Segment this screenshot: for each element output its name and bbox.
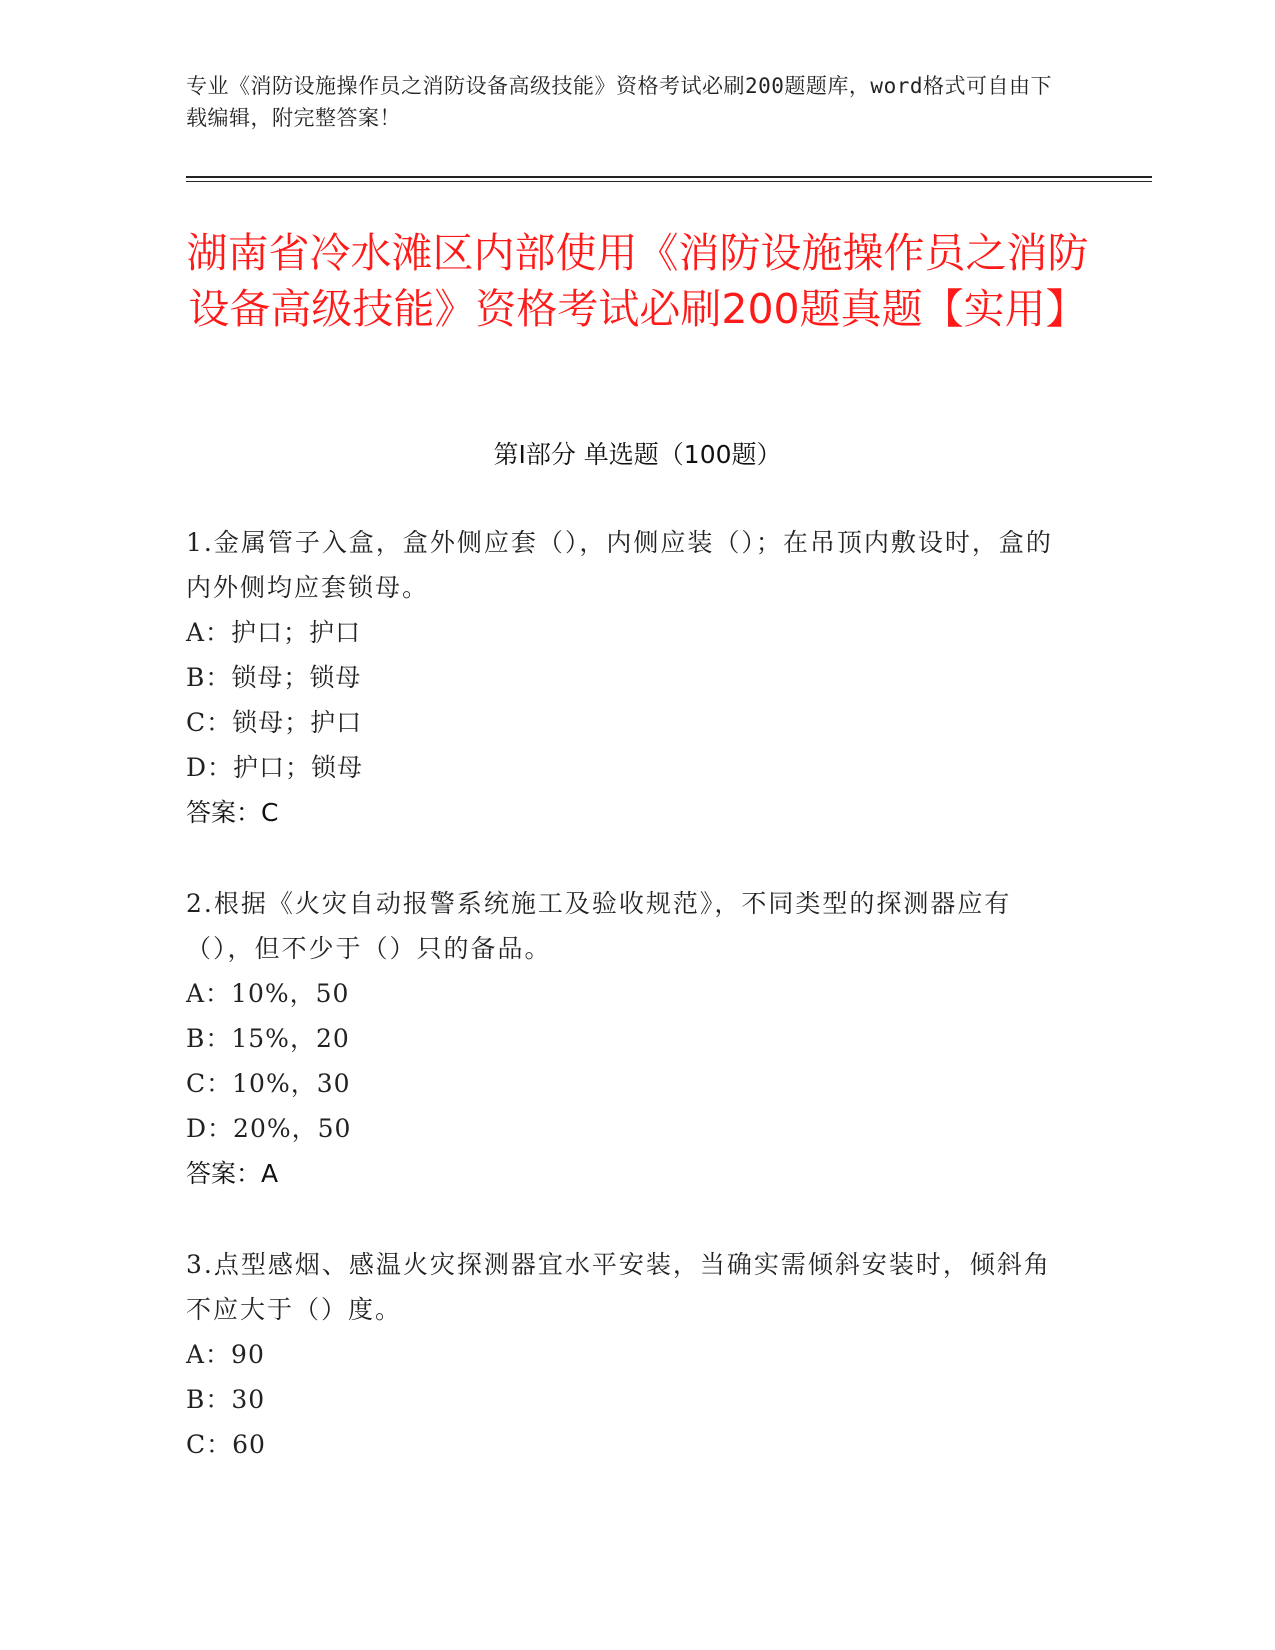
question-stem: 3.点型感烟、感温火灾探测器宜水平安装，当确实需倾斜安装时，倾斜角不应大于（）度。: [186, 1250, 1051, 1324]
option-a: A：90: [186, 1340, 265, 1369]
question-2: [186, 881, 1066, 1196]
question-stem: 2.根据《火灾自动报警系统施工及验收规范》，不同类型的探测器应有（），但不少于（）只的备品。: [186, 889, 1012, 963]
question-stem: 1.金属管子入盒，盒外侧应套（），内侧应装（）；在吊顶内敷设时，盒的内外侧均应套锁母。: [186, 528, 1053, 602]
question-1: [186, 520, 1066, 835]
answer: 答案：A: [186, 1159, 279, 1188]
option-d: D：护口；锁母: [186, 753, 364, 782]
option-a: A：护口；护口: [186, 618, 362, 647]
header-note: 专业《消防设施操作员之消防设备高级技能》资格考试必刷200题题库，word格式可自由下载编辑，附完整答案！: [186, 74, 1052, 130]
answer: 答案：C: [186, 798, 279, 827]
option-b: B：15%，20: [186, 1024, 350, 1053]
document-title: 湖南省冷水滩区内部使用《消防设施操作员之消防设备高级技能》资格考试必刷200题真题【实用】: [186, 229, 1089, 333]
header-divider-thick: [186, 176, 1152, 178]
option-c: C：60: [186, 1430, 266, 1459]
option-b: B：锁母；锁母: [186, 663, 362, 692]
option-c: C：锁母；护口: [186, 708, 363, 737]
option-d: D：20%，50: [186, 1114, 352, 1143]
option-c: C：10%，30: [186, 1069, 351, 1098]
section-heading: 第I部分 单选题（100题）: [493, 440, 782, 469]
option-a: A：10%，50: [186, 979, 350, 1008]
question-list: [186, 520, 1066, 1513]
header-divider-thin: [186, 181, 1152, 182]
option-b: B：30: [186, 1385, 266, 1414]
question-3: [186, 1242, 1066, 1467]
